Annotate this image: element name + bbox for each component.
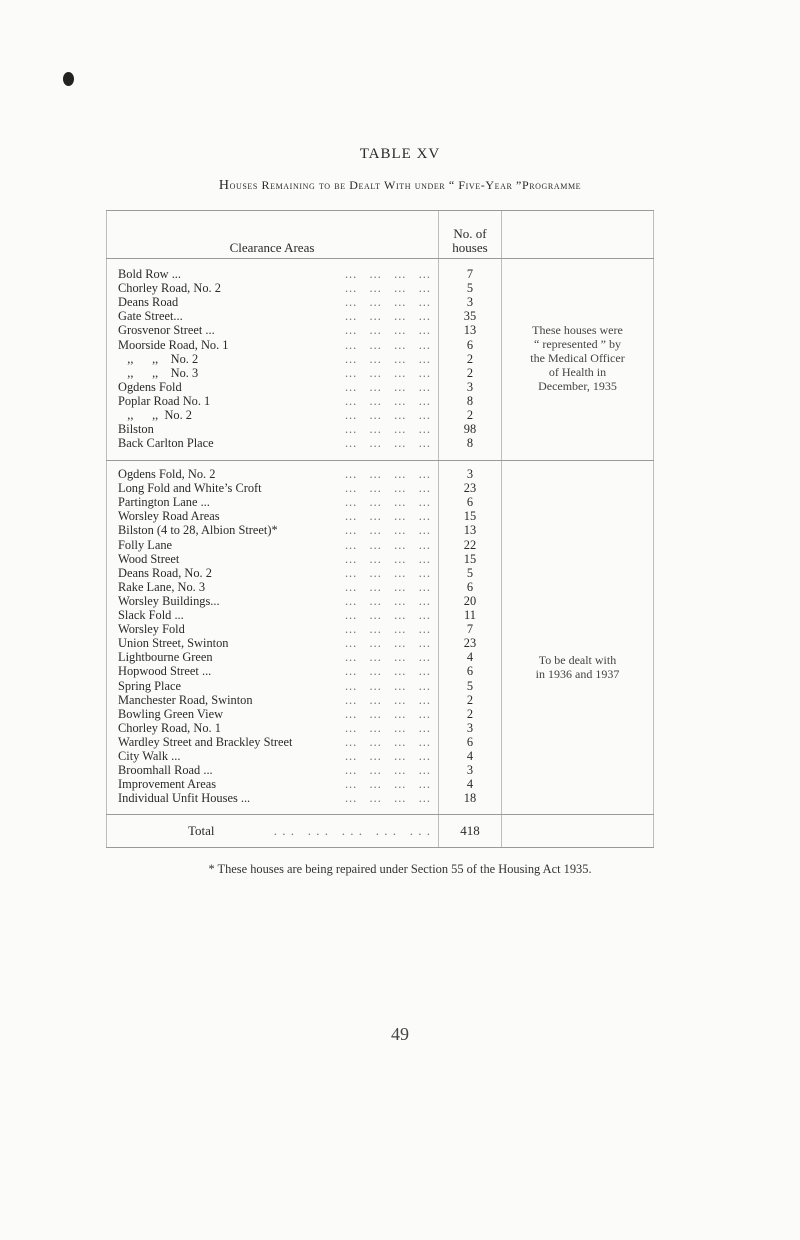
table-row: [106, 778, 501, 791]
leader-dots: ... ... ... ...: [344, 495, 431, 510]
table-row: [106, 409, 501, 422]
area-name: Back Carlton Place: [118, 436, 214, 451]
house-count: 2: [466, 692, 474, 707]
leader-dots: ... ... ... ...: [344, 579, 431, 594]
house-count: 4: [466, 777, 474, 792]
table-row: [106, 680, 501, 693]
area-name: Broomhall Road ...: [118, 763, 213, 778]
leader-dots: ... ... ... ...: [344, 337, 431, 352]
table-row: [106, 595, 501, 608]
table-bottom-rule: [106, 847, 654, 848]
leader-dots: ... ... ... ...: [344, 281, 431, 296]
area-name: Gate Street...: [118, 309, 183, 324]
area-name: Individual Unfit Houses ...: [118, 791, 251, 806]
area-name: Chorley Road, No. 1: [118, 720, 221, 735]
area-name: Worsley Fold: [118, 622, 185, 637]
leader-dots: ... ... ... ...: [344, 365, 431, 380]
leader-dots: ... ... ... ...: [344, 593, 431, 608]
area-name: Union Street, Swinton: [118, 636, 229, 651]
leader-dots: ... ... ... ...: [344, 436, 431, 451]
note-line: To be dealt with: [538, 653, 617, 667]
leader-dots: ... ... ... ...: [344, 551, 431, 566]
header-rule: [106, 258, 654, 259]
house-count: 6: [466, 495, 474, 510]
table-row: [106, 736, 501, 749]
house-count: 18: [463, 791, 477, 806]
note-to-be-dealt: [501, 653, 654, 681]
area-name: Rake Lane, No. 3: [118, 579, 206, 594]
house-count: 2: [466, 365, 474, 380]
leader-dots: ... ... ... ...: [344, 565, 431, 580]
area-name: Worsley Road Areas: [118, 509, 220, 524]
note-line: These houses were: [532, 323, 623, 337]
house-count: 11: [464, 608, 476, 622]
leader-dots: . . . . . . . . . . . . . . .: [273, 823, 431, 838]
table-row: [106, 437, 501, 450]
leader-dots: ... ... ... ...: [344, 791, 431, 806]
house-count: 3: [466, 467, 474, 481]
leader-dots: ... ... ... ...: [344, 763, 431, 778]
house-count: 4: [466, 749, 474, 763]
house-count: 6: [466, 734, 474, 749]
area-name: ,, ,, No. 2: [118, 408, 192, 422]
total-count: 418: [460, 823, 480, 838]
area-name: ,, ,, No. 3: [118, 365, 199, 380]
area-name: Bold Row ...: [118, 267, 181, 281]
house-count: 13: [463, 523, 477, 538]
house-count: 15: [463, 509, 477, 524]
table-row: [106, 468, 501, 481]
area-name: Grosvenor Street ...: [118, 323, 215, 338]
table-row: [106, 553, 501, 566]
table-row: [106, 395, 501, 408]
area-name: Bowling Green View: [118, 706, 224, 721]
table-row: [106, 296, 501, 309]
house-count: 13: [463, 323, 477, 338]
subtitle-rest: ouses Remaining to be Dealt With under “ Five-Year ”Programme: [229, 178, 582, 192]
area-name: Ogdens Fold: [118, 379, 182, 394]
table-row: [106, 623, 501, 636]
leader-dots: ... ... ... ...: [344, 351, 431, 366]
footnote: * These houses are being repaired under Section 55 of the Housing Act 1935.: [208, 862, 592, 876]
table-row: [106, 367, 501, 380]
leader-dots: ... ... ... ...: [344, 379, 431, 394]
house-count: 22: [463, 537, 477, 552]
total-label: Total: [188, 823, 215, 838]
house-count: 23: [463, 481, 477, 496]
table-row: [106, 339, 501, 352]
table-row: [106, 609, 501, 622]
header-clearance-areas: Clearance Areas: [229, 240, 315, 255]
leader-dots: ... ... ... ...: [344, 523, 431, 538]
house-count: 98: [463, 422, 477, 437]
house-count: 15: [463, 551, 477, 566]
leader-dots: ... ... ... ...: [344, 481, 431, 496]
house-count: 6: [466, 664, 474, 679]
table-row: [106, 637, 501, 650]
area-name: Deans Road: [118, 295, 179, 310]
house-count: 2: [466, 706, 474, 721]
house-count: 6: [466, 579, 474, 594]
table-row: [106, 524, 501, 537]
area-name: Improvement Areas: [118, 777, 217, 792]
house-count: 3: [466, 763, 474, 778]
area-name: Wood Street: [118, 551, 180, 566]
table-row: [106, 764, 501, 777]
leader-dots: ... ... ... ...: [344, 749, 431, 763]
table-right-border: [653, 210, 654, 848]
area-name: Partington Lane ...: [118, 495, 210, 510]
house-count: 20: [463, 593, 477, 608]
house-count: 35: [463, 309, 477, 324]
header-houses: houses: [452, 240, 488, 255]
ink-blot: [63, 72, 74, 86]
clearance-table: [106, 210, 654, 848]
house-count: 5: [466, 678, 474, 693]
area-name: Hopwood Street ...: [118, 664, 212, 679]
house-count: 8: [466, 436, 474, 451]
subtitle-lead: H: [218, 178, 230, 193]
leader-dots: ... ... ... ...: [344, 678, 431, 693]
table-row: [106, 651, 501, 664]
table-row: [106, 539, 501, 552]
house-count: 2: [466, 351, 474, 366]
leader-dots: ... ... ... ...: [344, 467, 431, 481]
leader-dots: ... ... ... ...: [344, 622, 431, 637]
leader-dots: ... ... ... ...: [344, 608, 431, 622]
page-number: 49: [391, 1024, 409, 1044]
house-count: 7: [466, 267, 474, 281]
area-name: ,, ,, No. 2: [118, 351, 199, 366]
area-name: Bilston: [118, 422, 154, 437]
area-name: Lightbourne Green: [118, 650, 213, 665]
house-count: 7: [466, 622, 474, 637]
leader-dots: ... ... ... ...: [344, 706, 431, 721]
house-count: 5: [466, 281, 474, 296]
area-name: Slack Fold ...: [118, 608, 184, 622]
column-divider-2: [501, 210, 502, 848]
area-name: Ogdens Fold, No. 2: [118, 467, 216, 481]
leader-dots: ... ... ... ...: [344, 422, 431, 437]
house-count: 5: [466, 565, 474, 580]
table-row: [106, 722, 501, 735]
leader-dots: ... ... ... ...: [344, 509, 431, 524]
table-row: [106, 694, 501, 707]
leader-dots: ... ... ... ...: [344, 720, 431, 735]
house-count: 3: [466, 295, 474, 310]
house-count: 8: [466, 393, 474, 408]
leader-dots: ... ... ... ...: [344, 636, 431, 651]
table-row: [106, 268, 501, 281]
house-count: 2: [466, 408, 474, 422]
note-line: of Health in: [548, 365, 607, 379]
house-count: 23: [463, 636, 477, 651]
table-row: [106, 282, 501, 295]
table-row: [106, 423, 501, 436]
table-row: [106, 482, 501, 495]
table-row: [106, 510, 501, 523]
table-subtitle: [0, 178, 800, 194]
leader-dots: ... ... ... ...: [344, 408, 431, 422]
table-row: [106, 708, 501, 721]
note-line: “ represented ” by: [534, 337, 621, 351]
house-count: 6: [466, 337, 474, 352]
table-row: [106, 310, 501, 323]
area-name: Worsley Buildings...: [118, 593, 220, 608]
table-row: [106, 792, 501, 805]
leader-dots: ... ... ... ...: [344, 537, 431, 552]
note-line: the Medical Officer: [530, 351, 625, 365]
leader-dots: ... ... ... ...: [344, 734, 431, 749]
house-count: 3: [466, 720, 474, 735]
leader-dots: ... ... ... ...: [344, 692, 431, 707]
house-count: 4: [466, 650, 474, 665]
page-title: TABLE XV: [359, 146, 441, 162]
area-name: Long Fold and White’s Croft: [118, 481, 262, 496]
header-no-of: No. of: [453, 226, 487, 241]
leader-dots: ... ... ... ...: [344, 323, 431, 338]
header-no-of-houses: [439, 227, 501, 255]
table-top-rule: [106, 210, 654, 211]
group-rule: [106, 460, 654, 461]
table-row: [106, 567, 501, 580]
leader-dots: ... ... ... ...: [344, 777, 431, 792]
area-name: Wardley Street and Brackley Street: [118, 734, 293, 749]
area-name: Poplar Road No. 1: [118, 393, 211, 408]
area-name: Deans Road, No. 2: [118, 565, 212, 580]
leader-dots: ... ... ... ...: [344, 650, 431, 665]
table-row: [106, 353, 501, 366]
area-name: Manchester Road, Swinton: [118, 692, 253, 707]
area-name: Moorside Road, No. 1: [118, 337, 229, 352]
table-row: [106, 750, 501, 763]
note-represented: [501, 323, 654, 393]
area-name: Spring Place: [118, 678, 181, 693]
area-name: Bilston (4 to 28, Albion Street)*: [118, 523, 278, 538]
leader-dots: ... ... ... ...: [344, 295, 431, 310]
leader-dots: ... ... ... ...: [344, 393, 431, 408]
table-row: [106, 581, 501, 594]
table-row: [106, 665, 501, 678]
leader-dots: ... ... ... ...: [344, 309, 431, 324]
house-count: 3: [466, 379, 474, 394]
table-row: [106, 324, 501, 337]
area-name: Chorley Road, No. 2: [118, 281, 221, 296]
total-top-rule: [106, 814, 654, 815]
leader-dots: ... ... ... ...: [344, 267, 431, 281]
note-line: December, 1935: [538, 379, 617, 393]
table-row: [106, 496, 501, 509]
area-name: Folly Lane: [118, 537, 173, 552]
note-line: in 1936 and 1937: [535, 667, 620, 681]
leader-dots: ... ... ... ...: [344, 664, 431, 679]
table-row: [106, 381, 501, 394]
area-name: City Walk ...: [118, 749, 181, 763]
